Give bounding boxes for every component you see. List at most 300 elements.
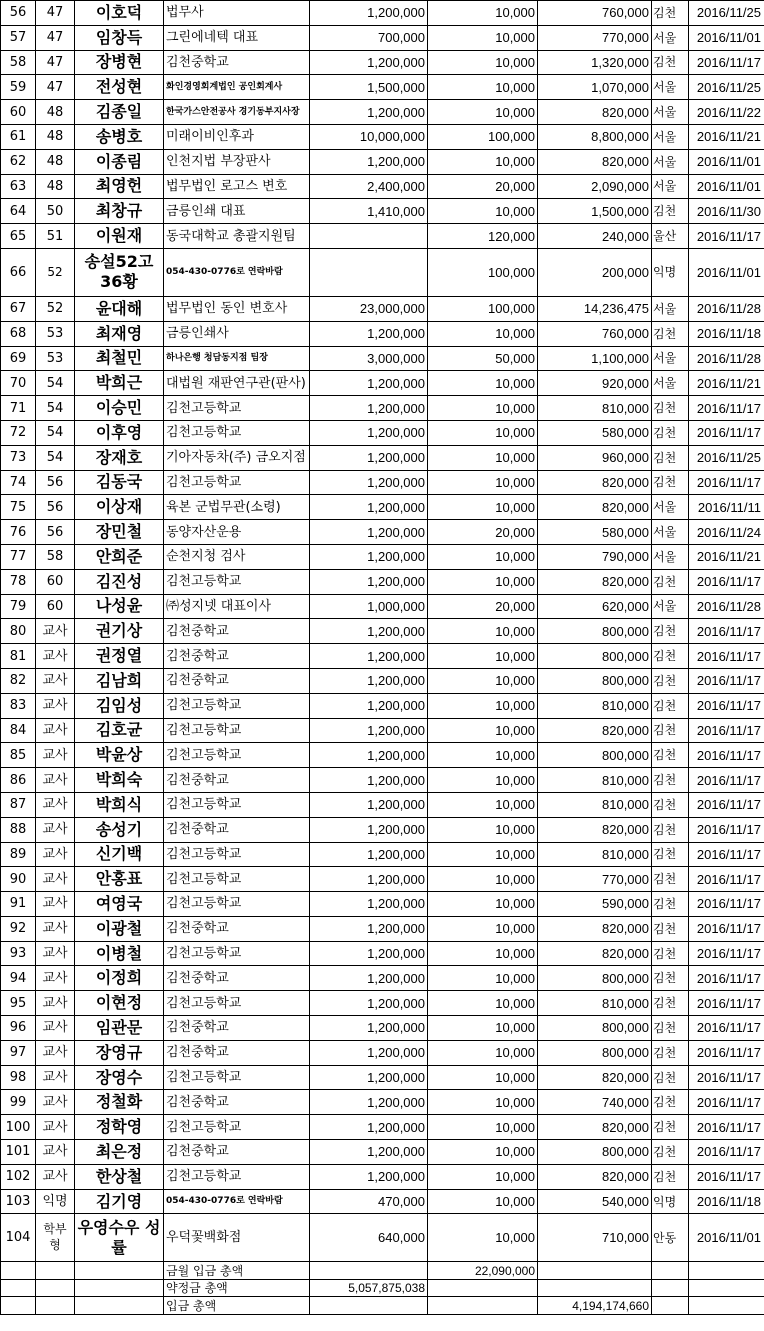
table-row [1,991,764,1016]
pledge-amount: 1,200,000 [310,470,428,495]
donor-name: 최영헌 [75,174,164,199]
group-cell: 교사 [36,941,75,966]
monthly-amount: 10,000 [428,867,538,892]
group-cell: 54 [36,396,75,421]
table-row [1,1140,764,1165]
deposit-date: 2016/11/01 [689,1214,764,1262]
table-row [1,544,764,569]
monthly-amount: 10,000 [428,693,538,718]
donor-name: 정학영 [75,1115,164,1140]
paid-amount: 770,000 [538,867,652,892]
organization: 김천중학교 [164,50,310,75]
deposit-date: 2016/11/01 [689,248,764,296]
region: 서울 [652,594,689,619]
donor-name: 김기영 [75,1189,164,1214]
paid-amount: 820,000 [538,470,652,495]
paid-amount: 800,000 [538,966,652,991]
paid-amount: 580,000 [538,520,652,545]
region: 김천 [652,50,689,75]
region: 김천 [652,792,689,817]
paid-amount: 820,000 [538,495,652,520]
deposit-date: 2016/11/17 [689,768,764,793]
table-row [1,346,764,371]
deposit-date: 2016/11/17 [689,668,764,693]
deposit-total-value: 4,194,174,660 [538,1297,652,1315]
paid-amount: 820,000 [538,718,652,743]
deposit-date: 2016/11/17 [689,817,764,842]
deposit-date: 2016/11/21 [689,124,764,149]
summary-row-monthly [1,1262,764,1280]
region: 김천 [652,619,689,644]
region: 서울 [652,149,689,174]
paid-amount: 240,000 [538,224,652,249]
deposit-date: 2016/11/17 [689,892,764,917]
table-row [1,892,764,917]
region: 김천 [652,842,689,867]
paid-amount: 820,000 [538,1164,652,1189]
row-number: 77 [1,544,36,569]
organization: 김천고등학교 [164,892,310,917]
group-cell: 교사 [36,768,75,793]
group-cell: 교사 [36,991,75,1016]
table-row [1,470,764,495]
pledge-amount: 1,200,000 [310,50,428,75]
group-cell: 교사 [36,1040,75,1065]
group-cell: 51 [36,224,75,249]
group-cell: 47 [36,1,75,26]
organization: 김천고등학교 [164,867,310,892]
region: 김천 [652,1016,689,1041]
monthly-amount: 10,000 [428,1090,538,1115]
pledge-amount: 1,200,000 [310,321,428,346]
pledge-amount: 1,200,000 [310,495,428,520]
table-row [1,1090,764,1115]
donor-name: 우영수우 성률 [75,1214,164,1262]
table-row [1,668,764,693]
monthly-amount: 10,000 [428,420,538,445]
pledge-amount: 1,200,000 [310,1065,428,1090]
row-number: 63 [1,174,36,199]
pledge-amount: 1,200,000 [310,420,428,445]
pledge-amount: 1,200,000 [310,916,428,941]
organization: 김천중학교 [164,768,310,793]
monthly-amount: 10,000 [428,50,538,75]
region: 김천 [652,768,689,793]
row-number: 103 [1,1189,36,1214]
region: 김천 [652,1,689,26]
pledge-amount: 1,200,000 [310,544,428,569]
row-number: 58 [1,50,36,75]
monthly-amount: 10,000 [428,743,538,768]
paid-amount: 800,000 [538,1040,652,1065]
paid-amount: 800,000 [538,668,652,693]
pledge-amount: 1,200,000 [310,792,428,817]
paid-amount: 580,000 [538,420,652,445]
group-cell: 학부형 [36,1214,75,1262]
region: 서울 [652,346,689,371]
pledge-amount: 1,200,000 [310,1016,428,1041]
group-cell: 교사 [36,693,75,718]
paid-amount: 760,000 [538,1,652,26]
region: 김천 [652,470,689,495]
group-cell: 교사 [36,842,75,867]
table-row [1,619,764,644]
pledge-amount: 1,200,000 [310,1040,428,1065]
row-number: 72 [1,420,36,445]
group-cell: 48 [36,100,75,125]
region: 김천 [652,1065,689,1090]
deposit-date: 2016/11/17 [689,1115,764,1140]
organization: 육본 군법무관(소령) [164,495,310,520]
monthly-amount: 10,000 [428,1,538,26]
monthly-amount: 10,000 [428,1065,538,1090]
region: 김천 [652,867,689,892]
region: 김천 [652,445,689,470]
row-number: 104 [1,1214,36,1262]
table-row [1,199,764,224]
table-row [1,743,764,768]
organization: 김천고등학교 [164,470,310,495]
donor-name: 정철화 [75,1090,164,1115]
donor-name: 최은정 [75,1140,164,1165]
pledge-amount: 1,200,000 [310,718,428,743]
pledge-amount: 1,200,000 [310,619,428,644]
pledge-amount: 1,410,000 [310,199,428,224]
table-row [1,1115,764,1140]
organization: 금릉인쇄사 [164,321,310,346]
row-number: 82 [1,668,36,693]
monthly-amount: 20,000 [428,520,538,545]
row-number: 86 [1,768,36,793]
monthly-amount: 10,000 [428,470,538,495]
paid-amount: 800,000 [538,743,652,768]
deposit-date: 2016/11/17 [689,941,764,966]
deposit-date: 2016/11/18 [689,1189,764,1214]
paid-amount: 810,000 [538,768,652,793]
donor-name: 안희준 [75,544,164,569]
donor-name: 이상재 [75,495,164,520]
organization: 법무법인 동인 변호사 [164,296,310,321]
organization: 김천중학교 [164,619,310,644]
region: 울산 [652,224,689,249]
group-cell: 교사 [36,916,75,941]
row-number: 83 [1,693,36,718]
organization: 화인경영회계법인 공인회계사 [164,75,310,100]
region: 김천 [652,1040,689,1065]
donor-name: 한상철 [75,1164,164,1189]
organization: 김천중학교 [164,644,310,669]
organization: 김천고등학교 [164,1065,310,1090]
paid-amount: 1,070,000 [538,75,652,100]
organization: 김천중학교 [164,1040,310,1065]
deposit-date: 2016/11/17 [689,1016,764,1041]
monthly-amount: 10,000 [428,75,538,100]
pledge-amount: 10,000,000 [310,124,428,149]
pledge-total-value: 5,057,875,038 [310,1279,428,1297]
paid-amount: 620,000 [538,594,652,619]
pledge-amount: 1,200,000 [310,842,428,867]
monthly-amount: 10,000 [428,668,538,693]
monthly-amount: 100,000 [428,124,538,149]
table-row [1,867,764,892]
deposit-date: 2016/11/18 [689,321,764,346]
donor-name: 이호덕 [75,1,164,26]
donor-name: 권기상 [75,619,164,644]
group-cell: 48 [36,174,75,199]
donor-name: 장병현 [75,50,164,75]
monthly-amount: 10,000 [428,149,538,174]
paid-amount: 800,000 [538,644,652,669]
table-row [1,520,764,545]
donor-name: 송병호 [75,124,164,149]
group-cell: 47 [36,50,75,75]
paid-amount: 820,000 [538,916,652,941]
deposit-date: 2016/11/24 [689,520,764,545]
table-row [1,644,764,669]
region: 김천 [652,743,689,768]
row-number: 80 [1,619,36,644]
pledge-amount: 1,200,000 [310,867,428,892]
organization: 김천중학교 [164,1090,310,1115]
monthly-amount: 10,000 [428,842,538,867]
row-number: 67 [1,296,36,321]
pledge-amount: 1,200,000 [310,644,428,669]
pledge-amount: 1,200,000 [310,693,428,718]
group-cell: 56 [36,470,75,495]
paid-amount: 800,000 [538,619,652,644]
donor-name: 전성현 [75,75,164,100]
pledge-amount: 1,200,000 [310,817,428,842]
paid-amount: 960,000 [538,445,652,470]
donor-name: 임관문 [75,1016,164,1041]
deposit-date: 2016/11/17 [689,743,764,768]
deposit-date: 2016/11/28 [689,296,764,321]
organization: 김천중학교 [164,668,310,693]
region: 김천 [652,1090,689,1115]
monthly-amount: 100,000 [428,296,538,321]
pledge-amount: 1,200,000 [310,396,428,421]
region: 김천 [652,396,689,421]
paid-amount: 800,000 [538,1016,652,1041]
donor-name: 최재영 [75,321,164,346]
organization: 인천지법 부장판사 [164,149,310,174]
deposit-date: 2016/11/25 [689,445,764,470]
organization: 동양자산운용 [164,520,310,545]
pledge-amount: 700,000 [310,25,428,50]
monthly-amount: 10,000 [428,792,538,817]
monthly-amount: 100,000 [428,248,538,296]
group-cell: 익명 [36,1189,75,1214]
organization: 054-430-0776로 연락바람 [164,248,310,296]
group-cell: 60 [36,594,75,619]
monthly-amount: 10,000 [428,445,538,470]
donor-name: 송설52고 36황 [75,248,164,296]
group-cell: 교사 [36,892,75,917]
organization: 김천고등학교 [164,792,310,817]
monthly-amount: 10,000 [428,966,538,991]
monthly-amount: 10,000 [428,619,538,644]
paid-amount: 790,000 [538,544,652,569]
group-cell: 52 [36,248,75,296]
deposit-date: 2016/11/17 [689,224,764,249]
organization: ㈜성지넷 대표이사 [164,594,310,619]
monthly-amount: 10,000 [428,718,538,743]
donor-name: 이광철 [75,916,164,941]
row-number: 79 [1,594,36,619]
monthly-amount: 20,000 [428,594,538,619]
summary-section [1,1262,764,1315]
monthly-amount: 10,000 [428,1214,538,1262]
table-row [1,248,764,296]
pledge-total-label: 약정금 총액 [164,1279,310,1297]
organization: 우덕꽃백화점 [164,1214,310,1262]
row-number: 75 [1,495,36,520]
organization: 대법원 재판연구관(판사) [164,371,310,396]
monthly-amount: 10,000 [428,1016,538,1041]
row-number: 102 [1,1164,36,1189]
monthly-amount: 10,000 [428,1164,538,1189]
organization: 김천고등학교 [164,991,310,1016]
monthly-amount: 10,000 [428,1140,538,1165]
row-number: 89 [1,842,36,867]
monthly-amount: 10,000 [428,321,538,346]
organization: 김천고등학교 [164,693,310,718]
donor-name: 박희식 [75,792,164,817]
monthly-amount: 10,000 [428,569,538,594]
deposit-date: 2016/11/17 [689,1140,764,1165]
pledge-amount: 1,200,000 [310,966,428,991]
donor-name: 최창규 [75,199,164,224]
region: 김천 [652,321,689,346]
group-cell: 54 [36,445,75,470]
row-number: 65 [1,224,36,249]
region: 서울 [652,25,689,50]
deposit-date: 2016/11/17 [689,718,764,743]
paid-amount: 540,000 [538,1189,652,1214]
paid-amount: 820,000 [538,941,652,966]
donor-name: 이현정 [75,991,164,1016]
summary-row-pledge [1,1279,764,1297]
paid-amount: 820,000 [538,1115,652,1140]
row-number: 94 [1,966,36,991]
table-row [1,396,764,421]
donor-name: 권정열 [75,644,164,669]
paid-amount: 710,000 [538,1214,652,1262]
monthly-amount: 10,000 [428,396,538,421]
deposit-date: 2016/11/17 [689,966,764,991]
monthly-amount: 10,000 [428,644,538,669]
organization: 김천고등학교 [164,1115,310,1140]
row-number: 60 [1,100,36,125]
organization: 김천중학교 [164,1016,310,1041]
group-cell: 52 [36,296,75,321]
donor-name: 안홍표 [75,867,164,892]
table-row [1,495,764,520]
monthly-amount: 10,000 [428,817,538,842]
table-row [1,1164,764,1189]
group-cell: 교사 [36,966,75,991]
deposit-date: 2016/11/17 [689,619,764,644]
row-number: 100 [1,1115,36,1140]
table-row [1,445,764,470]
organization: 김천고등학교 [164,941,310,966]
row-number: 98 [1,1065,36,1090]
pledge-amount: 1,500,000 [310,75,428,100]
deposit-date: 2016/11/17 [689,50,764,75]
deposit-date: 2016/11/17 [689,1090,764,1115]
paid-amount: 1,320,000 [538,50,652,75]
pledge-amount: 1,200,000 [310,371,428,396]
row-number: 101 [1,1140,36,1165]
pledge-amount: 1,200,000 [310,768,428,793]
row-number: 90 [1,867,36,892]
organization: 김천고등학교 [164,718,310,743]
pledge-amount: 1,200,000 [310,941,428,966]
paid-amount: 810,000 [538,792,652,817]
group-cell: 교사 [36,1164,75,1189]
row-number: 59 [1,75,36,100]
region: 익명 [652,1189,689,1214]
group-cell: 56 [36,495,75,520]
table-row [1,966,764,991]
donor-name: 이승민 [75,396,164,421]
table-row [1,124,764,149]
summary-row-deposit [1,1297,764,1315]
donor-name: 장영규 [75,1040,164,1065]
group-cell: 교사 [36,867,75,892]
row-number: 93 [1,941,36,966]
deposit-date: 2016/11/17 [689,991,764,1016]
table-row [1,296,764,321]
group-cell: 교사 [36,718,75,743]
group-cell: 교사 [36,817,75,842]
deposit-date: 2016/11/25 [689,1,764,26]
pledge-amount: 1,200,000 [310,1164,428,1189]
row-number: 97 [1,1040,36,1065]
organization: 김천고등학교 [164,569,310,594]
row-number: 73 [1,445,36,470]
table-row [1,1040,764,1065]
paid-amount: 820,000 [538,569,652,594]
deposit-date: 2016/11/28 [689,594,764,619]
table-row [1,149,764,174]
donor-name: 이원재 [75,224,164,249]
table-row [1,1065,764,1090]
deposit-date: 2016/11/17 [689,792,764,817]
region: 김천 [652,817,689,842]
table-row [1,768,764,793]
paid-amount: 8,800,000 [538,124,652,149]
region: 익명 [652,248,689,296]
table-row [1,100,764,125]
pledge-amount: 1,200,000 [310,520,428,545]
row-number: 78 [1,569,36,594]
donor-name: 임창득 [75,25,164,50]
organization: 김천고등학교 [164,842,310,867]
row-number: 64 [1,199,36,224]
monthly-amount: 10,000 [428,544,538,569]
donor-name: 이정희 [75,966,164,991]
monthly-amount: 10,000 [428,100,538,125]
table-row [1,842,764,867]
deposit-date: 2016/11/17 [689,1164,764,1189]
deposit-date: 2016/11/25 [689,75,764,100]
table-row [1,569,764,594]
pledge-amount: 1,200,000 [310,1140,428,1165]
deposit-date: 2016/11/17 [689,644,764,669]
organization: 금릉인쇄 대표 [164,199,310,224]
donor-name: 박윤상 [75,743,164,768]
